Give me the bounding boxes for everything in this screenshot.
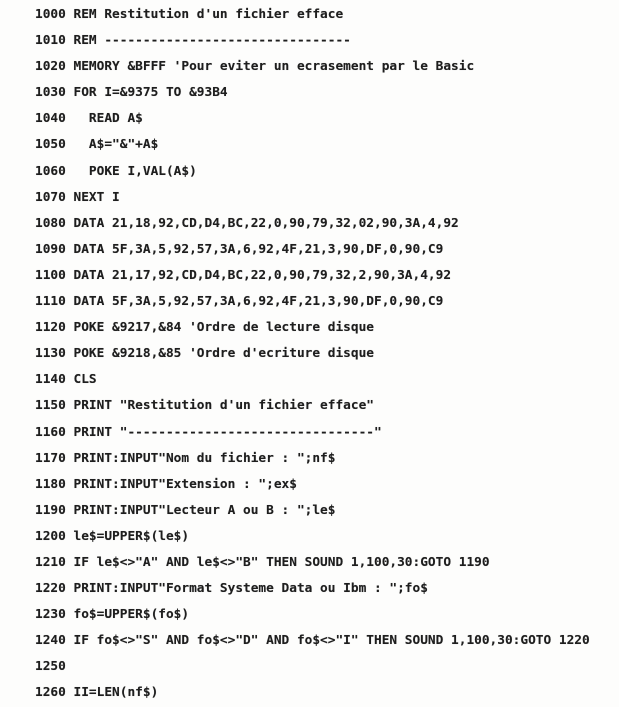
- code-line: 1090 DATA 5F,3A,5,92,57,3A,6,92,4F,21,3,90,DF,0,90,C9: [35, 241, 444, 257]
- code-line: 1190 PRINT:INPUT"Lecteur A ou B : ";le$: [35, 502, 336, 518]
- code-line: 1150 PRINT "Restitution d'un fichier efface": [35, 398, 374, 414]
- code-line: 1000 REM Restitution d'un fichier efface: [35, 7, 344, 22]
- code-line: 1250: [35, 659, 66, 675]
- code-line: 1240 IF fo$<>"S" AND fo$<>"D" AND fo$<>"I" THEN SOUND 1,100,30:GOTO 1220: [35, 633, 590, 649]
- code-line: 1140 CLS: [35, 372, 97, 388]
- code-line: 1210 IF le$<>"A" AND le$<>"B" THEN SOUND 1,100,30:GOTO 1190: [35, 554, 490, 570]
- code-line: 1010 REM --------------------------------: [35, 33, 351, 49]
- code-line: 1110 DATA 5F,3A,5,92,57,3A,6,92,4F,21,3,90,DF,0,90,C9: [35, 294, 444, 310]
- code-line: 1260 II=LEN(nf$): [35, 685, 159, 701]
- code-line: 1230 fo$=UPPER$(fo$): [35, 607, 190, 623]
- basic-program-listing: [35, 2, 619, 707]
- code-line: 1170 PRINT:INPUT"Nom du fichier : ";nf$: [35, 450, 336, 466]
- code-line: 1030 FOR I=&9375 TO &93B4: [35, 85, 228, 101]
- code-line: 1070 NEXT I: [35, 189, 120, 205]
- code-line: 1200 le$=UPPER$(le$): [35, 528, 190, 544]
- code-line: 1080 DATA 21,18,92,CD,D4,BC,22,0,90,79,32,02,90,3A,4,92: [35, 215, 459, 231]
- code-line: 1060 POKE I,VAL(A$): [35, 163, 197, 179]
- code-line: 1130 POKE &9218,&85 'Ordre d'ecriture disque: [35, 346, 374, 362]
- code-line: 1040 READ A$: [35, 111, 143, 127]
- code-line: 1100 DATA 21,17,92,CD,D4,BC,22,0,90,79,32,2,90,3A,4,92: [35, 267, 452, 283]
- code-line: 1120 POKE &9217,&84 'Ordre de lecture disque: [35, 320, 374, 336]
- code-line: 1160 PRINT "--------------------------------": [35, 424, 382, 440]
- code-line: 1220 PRINT:INPUT"Format Systeme Data ou Ibm : ";fo$: [35, 581, 428, 597]
- code-line: 1050 A$="&"+A$: [35, 137, 159, 153]
- code-line: 1020 MEMORY &BFFF 'Pour eviter un ecrasement par le Basic: [35, 59, 475, 75]
- code-line: 1180 PRINT:INPUT"Extension : ";ex$: [35, 476, 297, 492]
